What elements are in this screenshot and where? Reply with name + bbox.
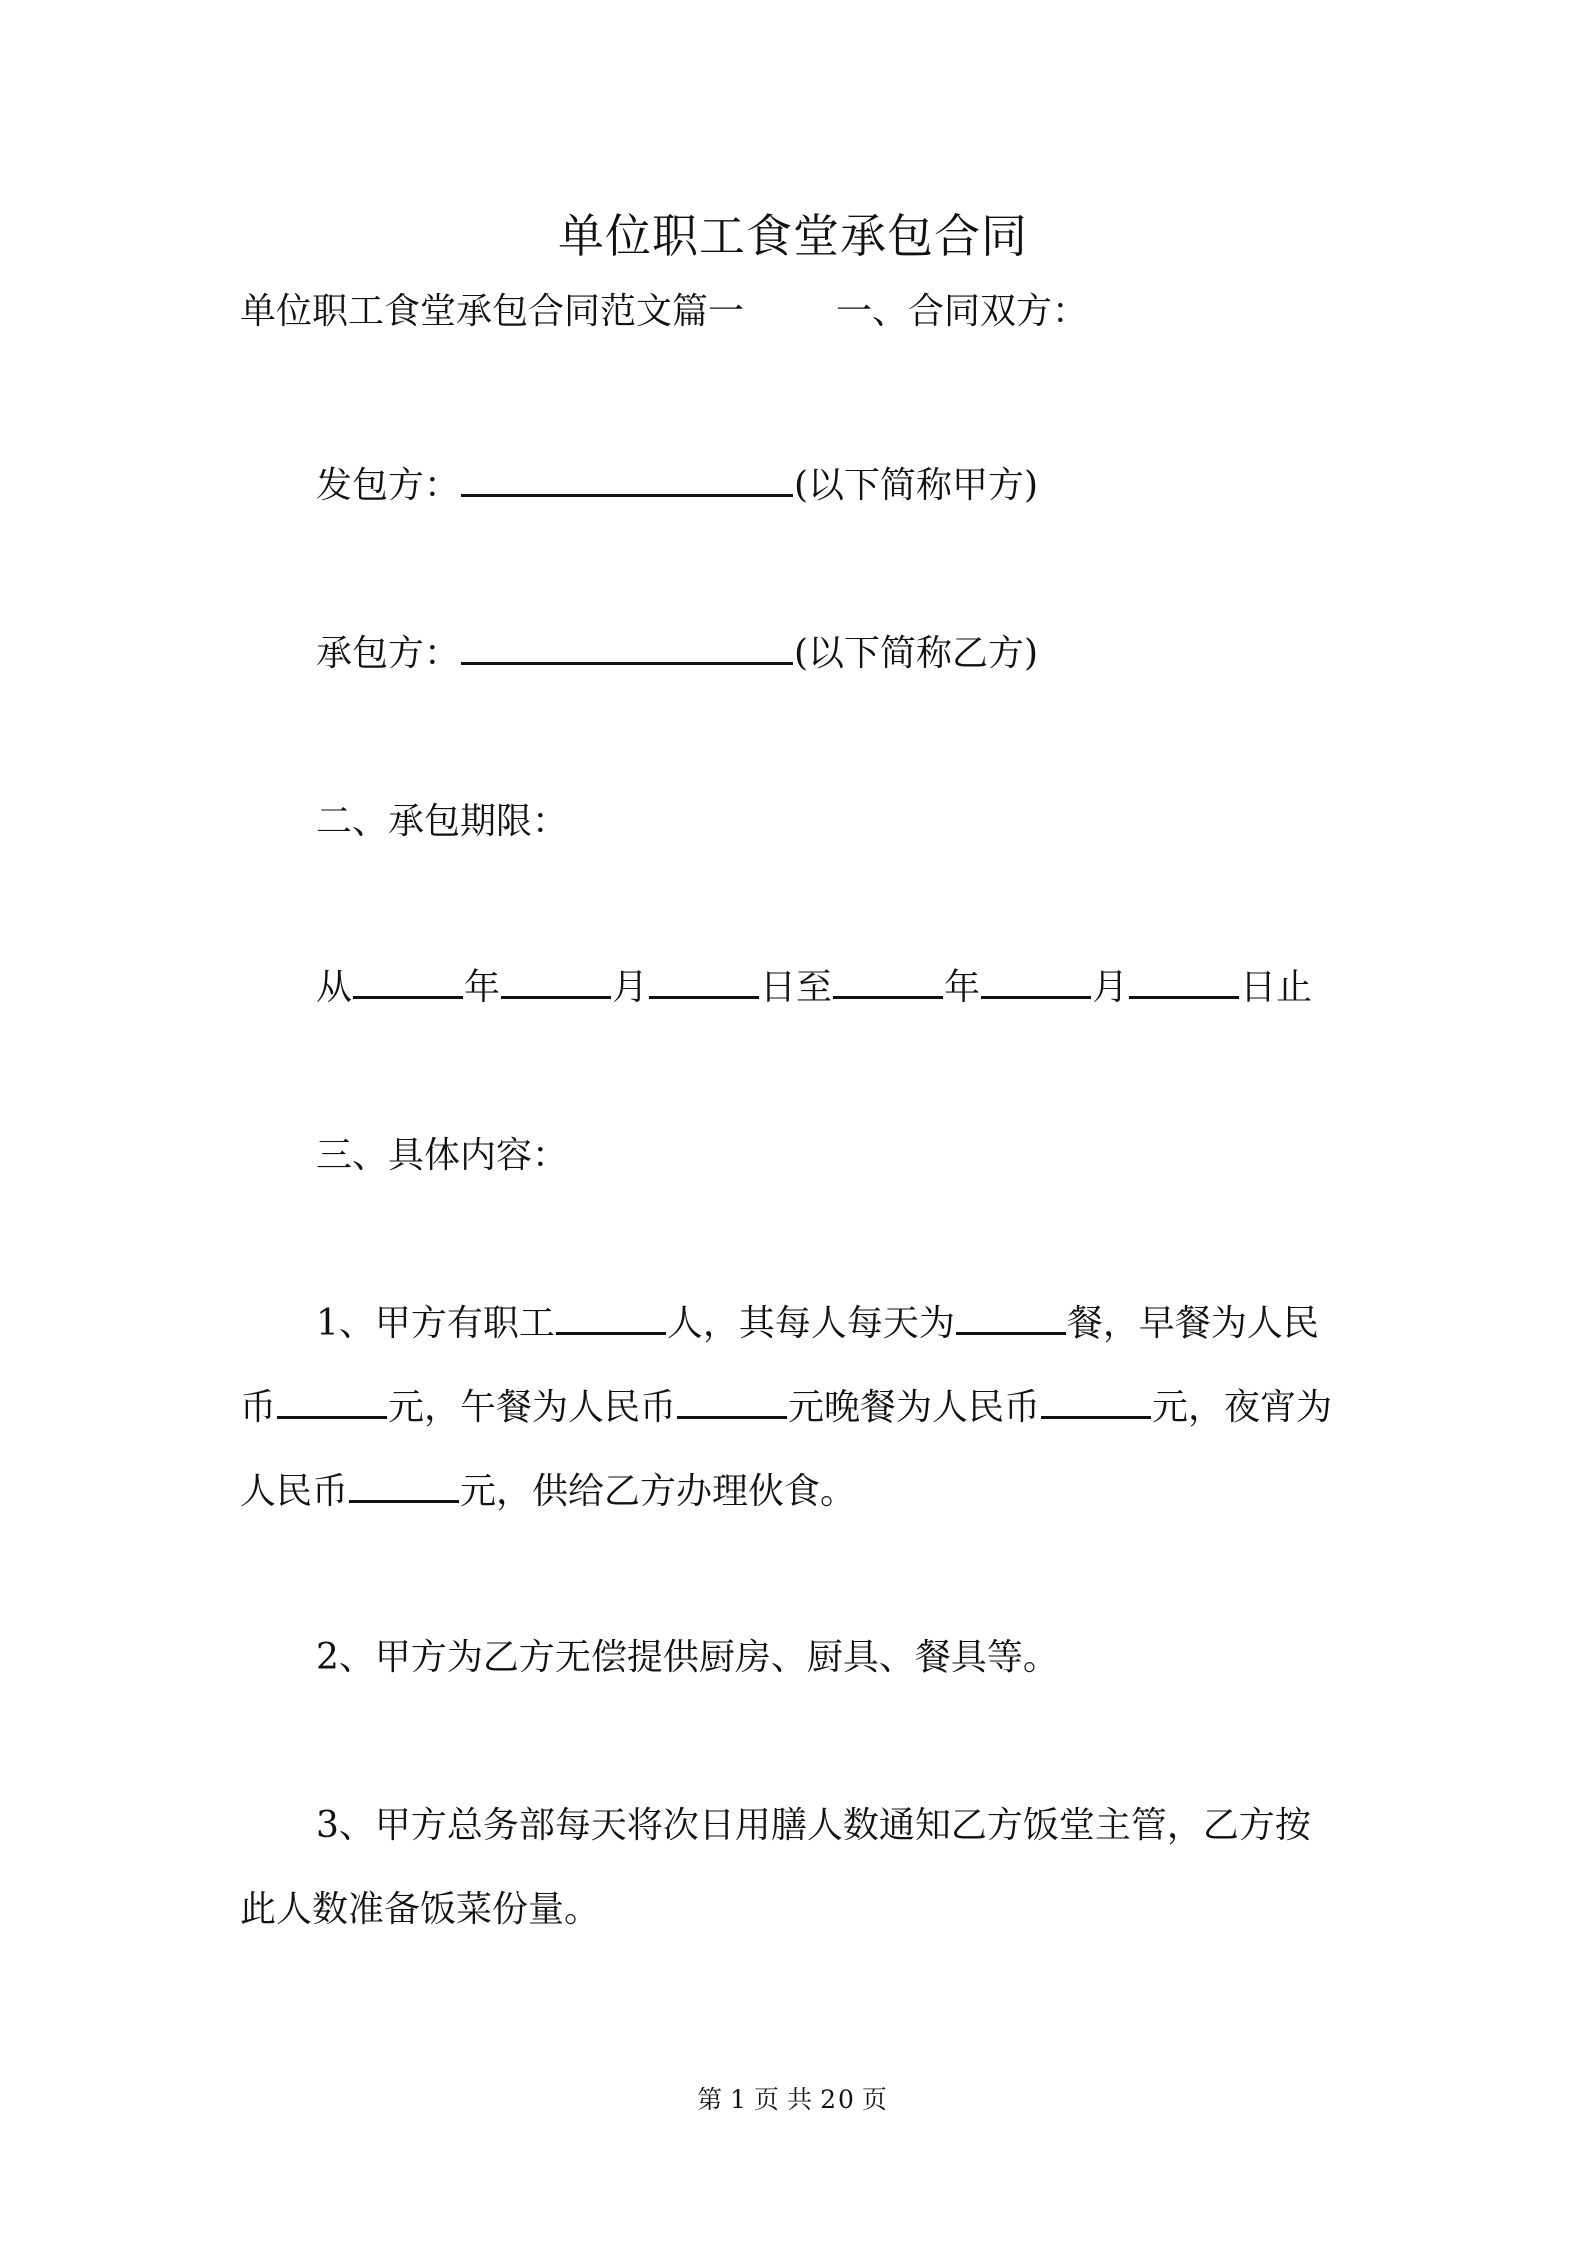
item1-line3 (240, 1450, 1360, 1534)
party-a-label: 发包方： (316, 465, 461, 506)
item1-text: 餐，早餐为人民 (1066, 1303, 1319, 1344)
item2: 2、甲方为乙方无偿提供厨房、厨具、餐具等。 (316, 1637, 1059, 1678)
party-a-suffix: (以下简称甲方) (794, 465, 1039, 506)
total-pages: 20 (820, 2085, 856, 2114)
party-b-label: 承包方： (316, 633, 461, 674)
period-blank (501, 962, 611, 999)
intro-line (240, 270, 1360, 354)
item1-text: 元，午餐为人民币 (388, 1387, 677, 1428)
period-month1: 月 (612, 967, 649, 1008)
period-day-to: 日至 (760, 967, 833, 1008)
period-day-end: 日止 (1240, 967, 1313, 1008)
party-a-blank (461, 460, 793, 497)
period-blank (353, 962, 463, 999)
item1-text: 币 (240, 1387, 277, 1428)
period-month2: 月 (1092, 967, 1129, 1008)
period-blank (1129, 962, 1239, 999)
period-blank (833, 962, 943, 999)
period-line (316, 946, 1356, 1030)
footer-text: 共 (787, 2085, 815, 2114)
page-footer (0, 2080, 1586, 2116)
section3-heading: 三、具体内容： (316, 1135, 569, 1176)
item1-blank (1041, 1382, 1151, 1419)
period-year1: 年 (464, 967, 501, 1008)
item1-text: 元，夜宵为 (1152, 1387, 1333, 1428)
item1-blank (677, 1382, 787, 1419)
footer-text: 页 (861, 2085, 889, 2114)
item1-text: 1、甲方有职工 (316, 1303, 555, 1344)
intro-right: 一、合同双方： (836, 291, 1089, 332)
item3-line1: 3、甲方总务部每天将次日用膳人数通知乙方饭堂主管，乙方按 (316, 1805, 1311, 1846)
intro-left: 单位职工食堂承包合同范文篇一 (240, 291, 745, 332)
item1-blank (556, 1298, 666, 1335)
item1-line1 (316, 1282, 1356, 1366)
footer-text: 第 (697, 2085, 725, 2114)
party-a-line (316, 444, 1356, 528)
period-blank (981, 962, 1091, 999)
item1-blank (277, 1382, 387, 1419)
item1-blank (349, 1466, 459, 1503)
document-title: 单位职工食堂承包合同 (558, 209, 1028, 263)
page-number: 1 (730, 2085, 749, 2114)
footer-text: 页 (754, 2085, 782, 2114)
period-year2: 年 (944, 967, 981, 1008)
period-blank (649, 962, 759, 999)
period-from: 从 (316, 967, 353, 1008)
item3-line2: 此人数准备饭菜份量。 (240, 1889, 601, 1930)
item1-text: 元，供给乙方办理伙食。 (460, 1471, 857, 1512)
item1-blank (956, 1298, 1066, 1335)
item1-line2 (240, 1366, 1360, 1450)
party-b-suffix: (以下简称乙方) (794, 633, 1039, 674)
item1-text: 元晚餐为人民币 (788, 1387, 1041, 1428)
item1-text: 人民币 (240, 1471, 349, 1512)
item1-text: 人，其每人每天为 (666, 1303, 955, 1344)
party-b-blank (461, 628, 793, 665)
section2-heading: 二、承包期限： (316, 801, 569, 842)
party-b-line (316, 612, 1356, 696)
